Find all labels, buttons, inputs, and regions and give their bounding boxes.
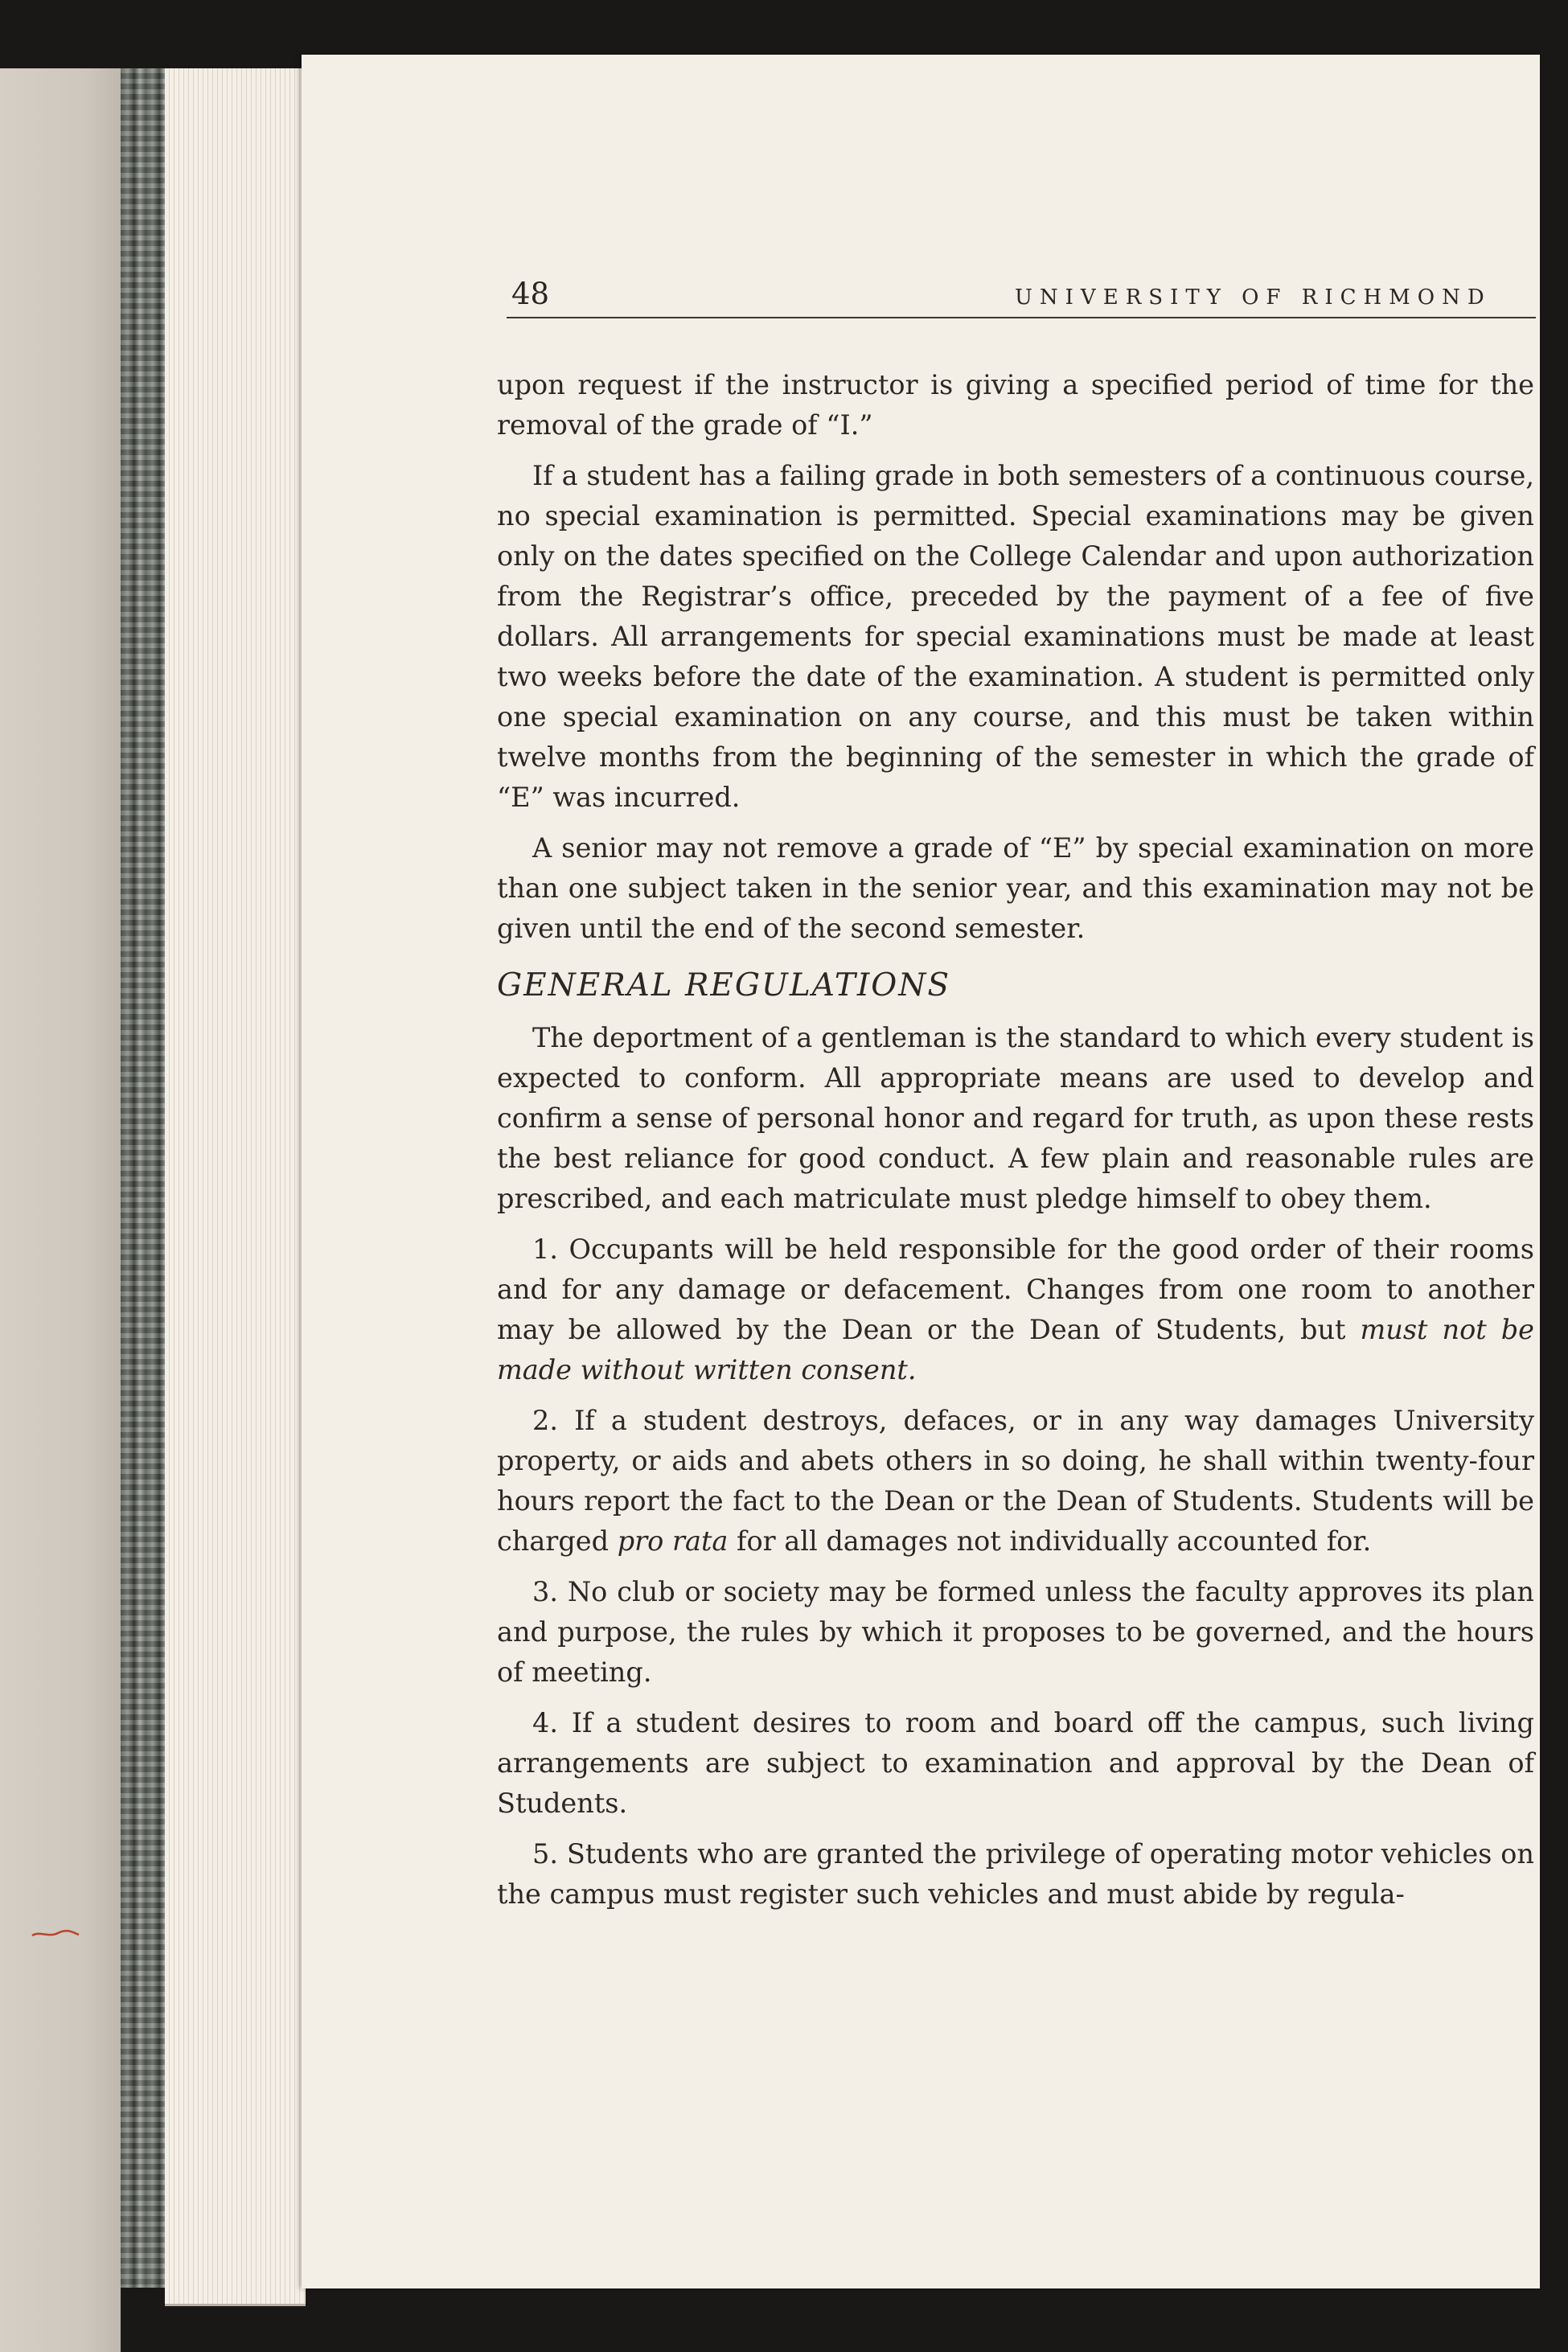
- red-pencil-mark: [31, 1928, 80, 1939]
- rule-2-text-b: for all damages not individually accounted for.: [728, 1525, 1372, 1557]
- section-heading: GENERAL REGULATIONS: [497, 967, 951, 1004]
- paragraph-continued: upon request if the instructor is giving a specified period of time for the removal of the grade of “I.”: [497, 369, 1534, 441]
- running-title: UNIVERSITY OF RICHMOND: [1015, 285, 1492, 310]
- rule-2-emphasis: pro rata: [617, 1525, 729, 1557]
- stacked-page-edges: [165, 68, 306, 2306]
- paragraph-special-exams: If a student has a failing grade in both semesters of a continuous course, no special examination is permitted. Special examinations may be given only on the dates specified on the College Calendar and upon authorization from the Registrar’s office, preceded by the payment of a fee of five dollars. All arrangements for special examinations must be made at least two weeks before the date of the examination. A student is permitted only one special examination on any course, and this must be taken within twelve months from the beginning of the semester in which the grade of “E” was incurred.: [497, 460, 1534, 813]
- paragraph-deportment: The deportment of a gentleman is the standard to which every student is expected to conform. All appropriate means are used to develop and confirm a sense of personal honor and regard for truth, as upon these rests the best reliance for good conduct. A few plain and reasonable rules are prescribed, and each matriculate must pledge himself to obey them.: [497, 1022, 1534, 1214]
- page-number: 48: [511, 277, 550, 311]
- header-rule: [507, 317, 1536, 318]
- rule-1-text: 1. Occupants will be held responsible for the good order of their rooms and for any damage or defacement. Changes from one room to another may be allowed by the Dean or the Dean of Students, but: [497, 1233, 1534, 1345]
- rule-1: [497, 1229, 1534, 1390]
- rule-4: 4. If a student desires to room and board off the campus, such living arrangements are subject to examination and approval by the Dean of Students.: [497, 1707, 1534, 1819]
- rule-5: 5. Students who are granted the privilege of operating motor vehicles on the campus must register such vehicles and must abide by regula-: [497, 1838, 1534, 1910]
- rule-1-emphasis: must not be made without written consent.: [497, 1314, 1534, 1385]
- body-text: [497, 365, 1534, 1925]
- facing-page-photo-edge: [121, 68, 169, 2288]
- backdrop-left: [0, 64, 121, 2352]
- rule-3: 3. No club or society may be formed unless the faculty approves its plan and purpose, the rules by which it proposes to be governed, and the hours of meeting.: [497, 1576, 1534, 1688]
- paragraph-senior-grade: A senior may not remove a grade of “E” by special examination on more than one subject taken in the senior year, and this examination may not be given until the end of the second semester.: [497, 832, 1534, 944]
- rule-2: [497, 1401, 1534, 1562]
- rule-2-text-a: 2. If a student destroys, defaces, or in any way damages University property, or aids and abets others in so doing, he shall within twenty-four hours report the fact to the Dean or the Dean of Students. Students will be charged: [497, 1405, 1534, 1557]
